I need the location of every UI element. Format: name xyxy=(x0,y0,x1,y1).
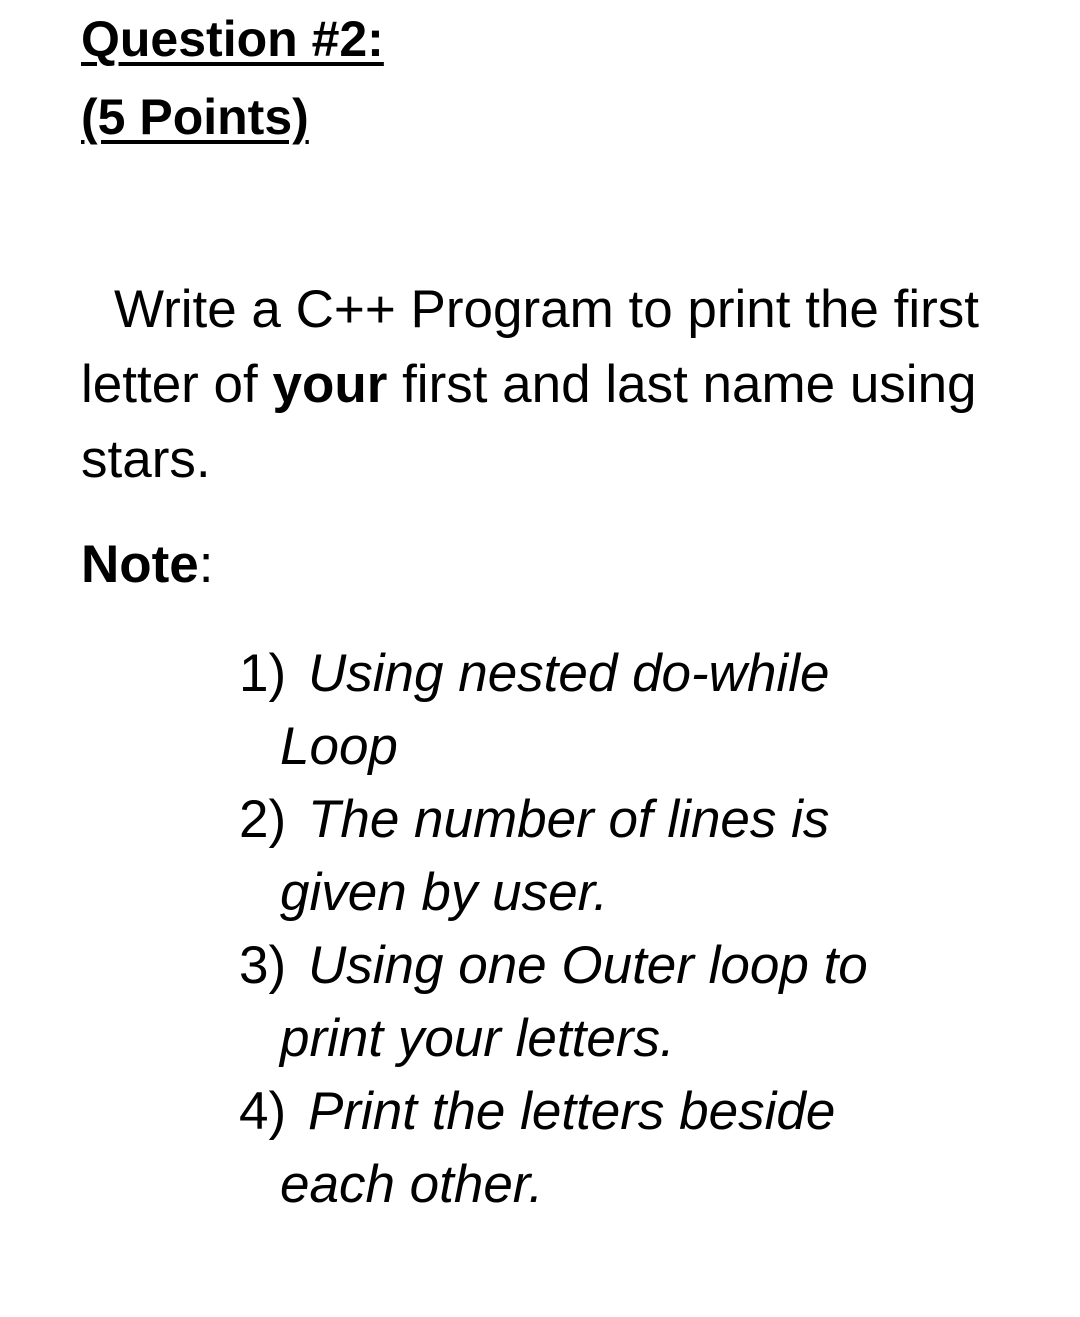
points-label: (5 Points) xyxy=(81,89,309,145)
note-heading xyxy=(81,532,214,598)
list-item-text xyxy=(308,1075,1019,1148)
list-item-text xyxy=(308,929,1019,1002)
list-item xyxy=(239,783,1019,856)
list-item-continuation-text: Loop xyxy=(280,717,398,776)
list-item-first-line: Using nested do-while xyxy=(308,644,830,703)
list-item xyxy=(239,929,1019,1002)
note-label: Note xyxy=(81,535,199,594)
question-prompt xyxy=(81,272,1041,497)
list-item-continuation xyxy=(239,1002,1019,1075)
prompt-emphasis: your xyxy=(272,355,388,414)
list-item xyxy=(239,1075,1019,1148)
list-item-number: 4) xyxy=(239,1082,287,1141)
list-item-number: 3) xyxy=(239,936,287,995)
list-item-continuation xyxy=(239,1148,1019,1221)
prompt-text-part2: first and last name using stars. xyxy=(81,355,977,489)
requirements-list xyxy=(239,637,1019,1221)
list-item-text xyxy=(308,637,1019,710)
list-item-first-line: Using one Outer loop to xyxy=(308,936,868,995)
list-item-continuation-text: each other. xyxy=(280,1155,544,1214)
list-item-number: 1) xyxy=(239,644,287,703)
note-colon: : xyxy=(198,535,214,594)
list-item-continuation xyxy=(239,856,1019,929)
list-item-continuation xyxy=(239,710,1019,783)
list-item-number: 2) xyxy=(239,790,287,849)
list-item-first-line: Print the letters beside xyxy=(308,1082,836,1141)
list-item-continuation-text: print your letters. xyxy=(280,1009,675,1068)
prompt-text-part1: Write a C++ Program to print the first letter of xyxy=(81,280,980,414)
list-item-text xyxy=(308,783,1019,856)
list-item-first-line: The number of lines is xyxy=(308,790,830,849)
question-title: Question #2: xyxy=(81,11,384,67)
list-item xyxy=(239,637,1019,710)
list-item-continuation-text: given by user. xyxy=(280,863,608,922)
